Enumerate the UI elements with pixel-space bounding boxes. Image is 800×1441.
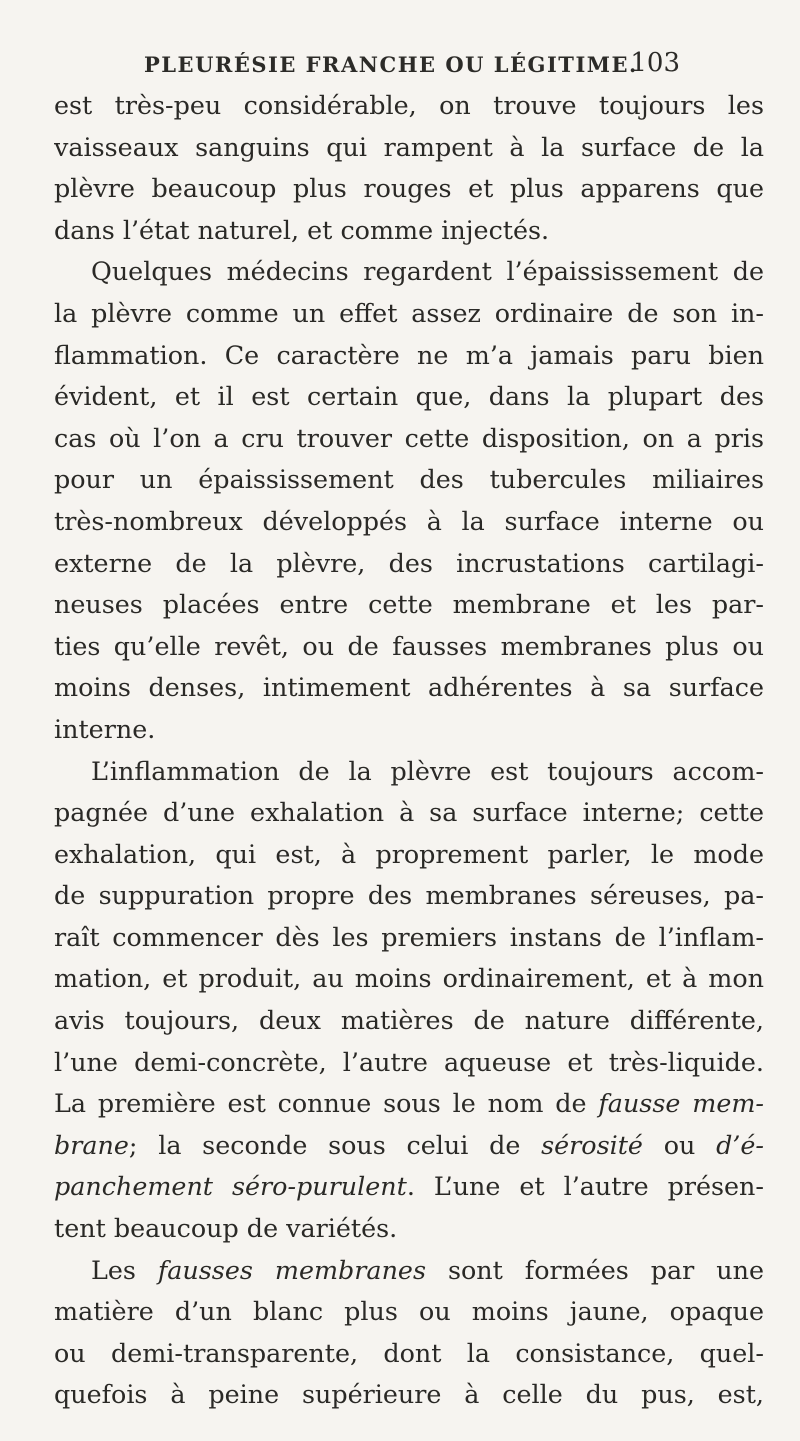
text-line: très-nombreux développés à la surface interne ou [54, 505, 764, 536]
text-line: interne. [54, 713, 156, 744]
text-line: neuses placées entre cette membrane et les par- [54, 589, 764, 620]
text-line: flammation. Ce caractère ne m’a jamais paru bien [54, 339, 764, 370]
italic-term: d’é- [716, 1129, 764, 1160]
text-line: cas où l’on a cru trouver cette disposition, on a pris [54, 422, 764, 453]
running-title: PLEURÉSIE FRANCHE OU LÉGITIME. [144, 52, 638, 77]
text-line: ou demi-transparente, dont la consistance, quel- [54, 1337, 764, 1368]
text-line: raît commencer dès les premiers instans de l’inflam- [54, 921, 764, 952]
text-line: vaisseaux sanguins qui rampent à la surface de la [54, 131, 764, 162]
text-line: plèvre beaucoup plus rouges et plus apparens que [54, 173, 764, 204]
text-line: exhalation, qui est, à proprement parler, le mode [54, 838, 764, 869]
text-line: de suppuration propre des membranes séreuses, pa- [54, 880, 764, 911]
text-segment: sont formées par une [425, 1254, 764, 1285]
text-line: Quelques médecins regardent l’épaississement de [91, 256, 764, 287]
italic-term: fausses membranes [157, 1254, 426, 1285]
text-line: évident, et il est certain que, dans la plupart des [54, 381, 764, 412]
text-segment: ; la seconde sous celui de [128, 1129, 542, 1160]
text-line: pagnée d’une exhalation à sa surface interne; cette [54, 797, 764, 828]
text-segment: . L’une et l’autre présen- [406, 1171, 764, 1202]
text-line [54, 1083, 764, 1125]
text-line: l’une demi-concrète, l’autre aqueuse et très-liquide. [54, 1046, 764, 1077]
running-head [140, 48, 680, 82]
text-line: externe de la plèvre, des incrustations cartilagi- [54, 547, 764, 578]
text-line: matière d’un blanc plus ou moins jaune, opaque [54, 1296, 764, 1327]
text-line: avis toujours, deux matières de nature différente, [54, 1005, 764, 1036]
text-line: ties qu’elle revêt, ou de fausses membranes plus ou [54, 630, 764, 661]
italic-term: sérosité [541, 1129, 643, 1160]
text-line [54, 1250, 764, 1292]
text-line: mation, et produit, au moins ordinairement, et à mon [54, 963, 764, 994]
text-line: tent beaucoup de variétés. [54, 1213, 398, 1244]
italic-term: panchement séro-purulent [54, 1171, 407, 1202]
page-number: 103 [630, 48, 680, 78]
text-segment: Les [91, 1254, 158, 1285]
text-segment: ou [642, 1129, 717, 1160]
text-line: quefois à peine supérieure à celle du pus, est, [54, 1379, 764, 1410]
text-line: est très-peu considérable, on trouve toujours les [54, 90, 764, 120]
text-line: dans l’état naturel, et comme injectés. [54, 214, 550, 245]
body-text [54, 85, 764, 1416]
italic-term: brane [54, 1129, 129, 1160]
text-line [54, 1166, 764, 1208]
text-line: moins denses, intimement adhérentes à sa surface [54, 672, 764, 703]
italic-term: fausse mem- [598, 1088, 764, 1119]
text-line: L’inflammation de la plèvre est toujours accom- [91, 755, 764, 786]
text-line: pour un épaississement des tubercules miliaires [54, 464, 764, 495]
text-line: la plèvre comme un effet assez ordinaire de son in- [54, 297, 764, 328]
text-line [54, 1125, 764, 1167]
text-segment: La première est connue sous le nom de [54, 1088, 599, 1119]
